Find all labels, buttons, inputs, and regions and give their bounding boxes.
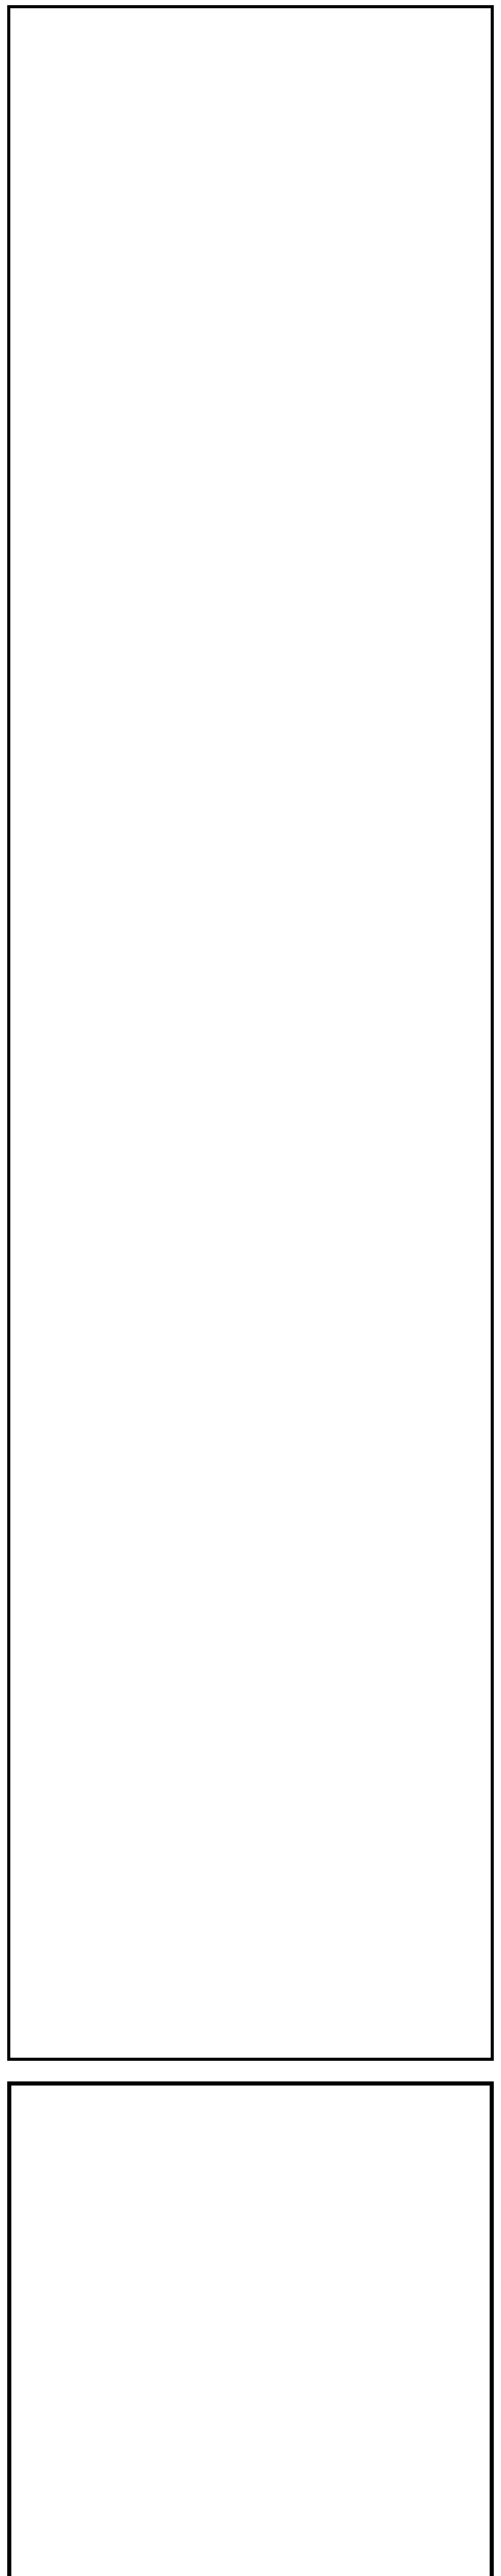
referral-notice (7, 2081, 494, 2576)
auction-notice (7, 5, 494, 2061)
